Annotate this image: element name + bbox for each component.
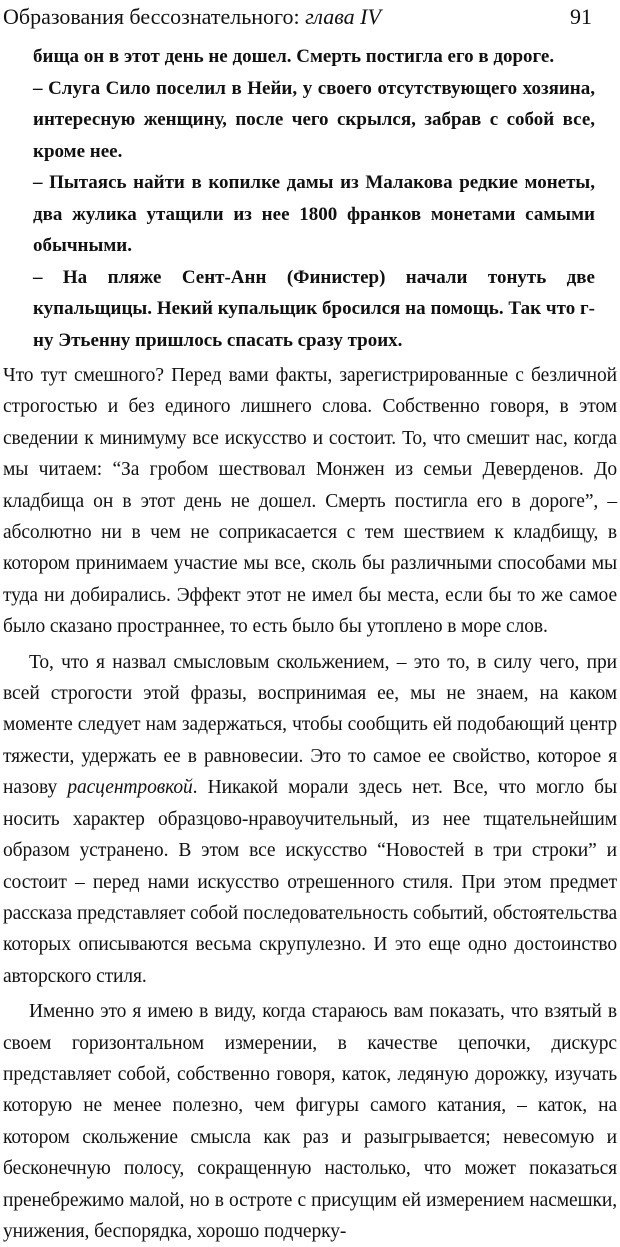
- italic-term: расцентровкой: [67, 777, 193, 799]
- quoted-news-block: [33, 41, 595, 356]
- quote-item: бища он в этот день не дошел. Смерть постигла его в дороге.: [33, 46, 555, 67]
- chapter-title: Образования бессознательного: глава IV: [3, 4, 381, 29]
- paragraph: Именно это я имею в виду, когда стараюсь вам показать, что взятый в своем горизонтальном измерении, в качестве цепочки, дискурс представляет собой, собственно говоря, каток, ледяную дорожку, изучать которую не менее полезно, чем фигуры самого катания, – каток, на котором скольжение смысла как раз и разыгрывается; невесомую и бесконечную полосу, сокращенную настолько, что может показаться пренебрежимо малой, но в остроте с присущим ей измерением насмешки, унижения, беспорядка, хорошо подчерку-: [3, 1001, 617, 1242]
- page-number: 91: [570, 4, 592, 29]
- page-body: [3, 41, 617, 1247]
- chapter-title-italic: глава IV: [305, 4, 381, 29]
- quote-item: – Слуга Сило поселил в Нейи, у своего отсутствующего хозяина, интересную женщину, после чего скрылся, забрав с собой все, кроме нее.: [33, 77, 595, 162]
- paragraph: То, что я назвал смысловым скольжением, – это то, в силу чего, при всей строгости этой фразы, воспринимая ее, мы не знаем, на каком моменте следует нам задержаться, чтобы сообщить ей подобающий центр тяжести, удержать ее в равновесии. Это то самое ее свойство, которое я назову расцентровкой. Никакой морали здесь нет. Все, что могло бы носить характер образцово-нравоучительный, из нее тщательнейшим образом устранено. В этом все искусство “Новостей в три строки” и состоит – перед нами искусство отрешенного стиля. При этом предмет рассказа представляет собой последовательность событий, обстоятельства которых описываются весьма скрупулезно. И это еще одно достоинство авторского стиля.: [3, 651, 617, 987]
- paragraph: Что тут смешного? Перед вами факты, зарегистрированные с безличной строгостью и без единого лишнего слова. Собственно говоря, в этом сведении к минимуму все искусство и состоит. То, что смешит нас, когда мы читаем: “За гробом шествовал Монжен из семьи Деверденов. До кладбища он в этот день не дошел. Смерть постигла его в дороге”, – абсолютно ни в чем не соприкасается с тем шествием к кладбищу, в котором принимаем участие мы все, сколь бы различными способами мы туда ни добирались. Эффект этот не имел бы места, если бы то же самое было сказано пространнее, то есть было бы утоплено в море слов.: [3, 365, 617, 638]
- quote-item: – На пляже Сент-Анн (Финистер) начали тонуть две купальщицы. Некий купальщик бросился на помощь. Так что г-ну Этьенну пришлось спасать сразу троих.: [33, 266, 595, 351]
- running-header: [3, 4, 592, 34]
- quote-item: – Пытаясь найти в копилке дамы из Малакова редкие монеты, два жулика утащили из нее 1800 франков монетами самыми обычными.: [33, 172, 595, 256]
